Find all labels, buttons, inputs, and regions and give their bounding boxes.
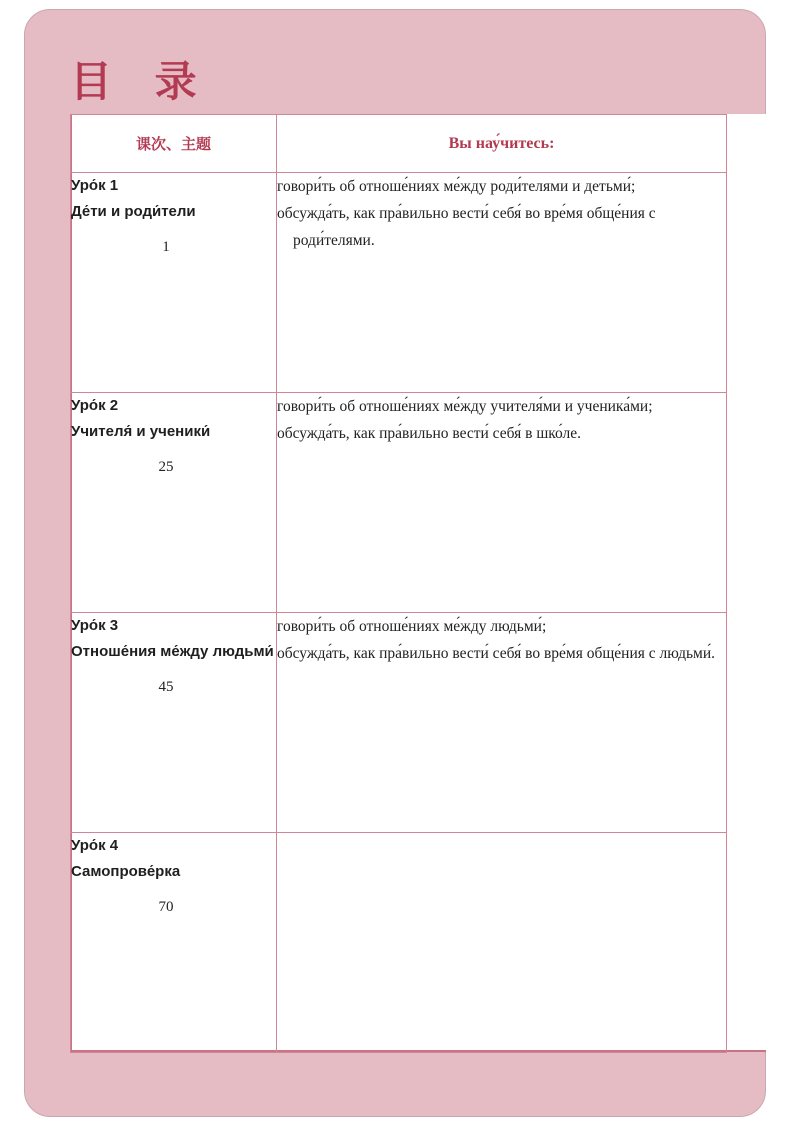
goal-item: говори́ть об отноше́ниях ме́жду людьми́; <box>277 618 547 635</box>
lesson-page-number: 25 <box>158 459 174 475</box>
table-row <box>71 173 727 393</box>
lesson-number: Уро́к 3 <box>71 617 119 634</box>
table-row <box>71 393 727 613</box>
lesson-name: Отноше́ния ме́жду людьми́ <box>71 643 274 660</box>
goals-cell <box>277 833 727 1053</box>
goals-cell <box>277 393 727 613</box>
lesson-page-number: 70 <box>158 899 174 915</box>
lesson-number: Уро́к 1 <box>71 177 119 194</box>
goal-item: говори́ть об отноше́ниях ме́жду роди́телями и детьми́; <box>277 178 636 195</box>
table-row <box>71 613 727 833</box>
lesson-cell <box>71 173 277 393</box>
goal-item: обсужда́ть, как пра́вильно вести́ себя́ в шко́ле. <box>277 425 582 442</box>
goal-item: говори́ть об отноше́ниях ме́жду учителя́ми и ученика́ми; <box>277 398 653 415</box>
page-title: 目 录 <box>70 57 211 106</box>
lesson-name: Де́ти и роди́тели <box>71 203 196 220</box>
goals-cell <box>277 173 727 393</box>
lesson-cell <box>71 833 277 1053</box>
table-row <box>71 833 727 1053</box>
lesson-page-number: 1 <box>162 239 170 255</box>
lesson-number: Уро́к 2 <box>71 397 119 414</box>
goal-item: обсужда́ть, как пра́вильно вести́ себя́ во вре́мя обще́ния с роди́телями. <box>277 205 656 249</box>
goal-item: обсужда́ть, как пра́вильно вести́ себя́ во вре́мя обще́ния с людьми́. <box>277 645 715 662</box>
table-header-row <box>71 115 727 173</box>
lesson-cell <box>71 613 277 833</box>
lesson-name: Самопрове́рка <box>71 863 181 880</box>
lesson-page-number: 45 <box>158 679 174 695</box>
lesson-name: Учителя́ и ученики́ <box>71 423 211 440</box>
contents-table <box>70 114 727 1053</box>
header-lesson-topic: 课次、主题 <box>71 115 277 173</box>
goals-cell <box>277 613 727 833</box>
lesson-number: Уро́к 4 <box>71 837 119 854</box>
lesson-cell <box>71 393 277 613</box>
header-you-will-learn: Вы нау́читесь: <box>277 115 727 173</box>
